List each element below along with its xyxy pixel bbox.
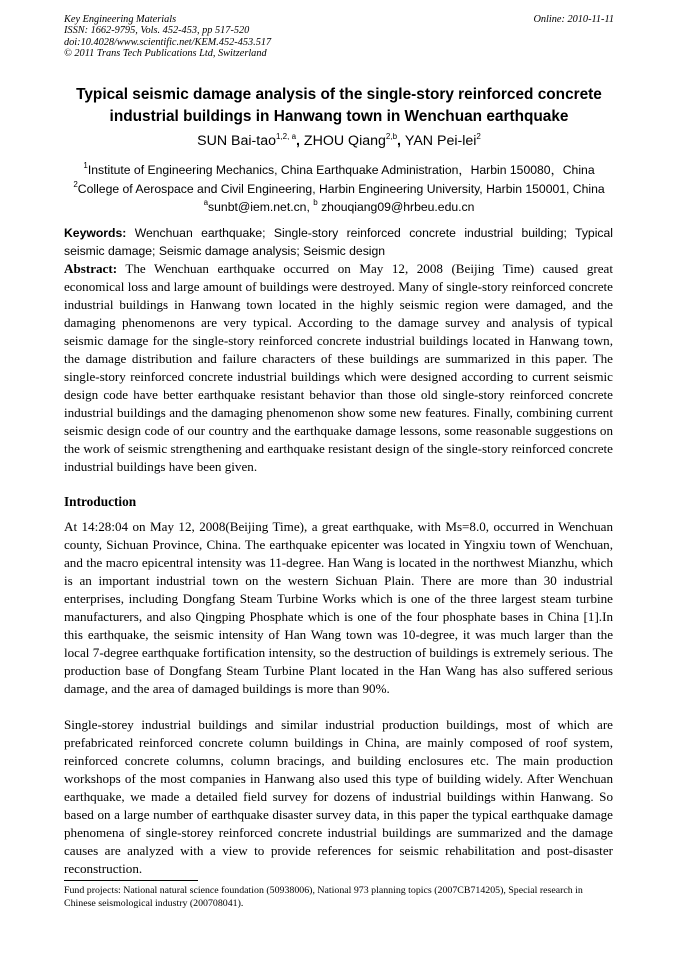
email-link[interactable]: zhouqiang09@hrbeu.edu.cn bbox=[317, 200, 475, 214]
abstract-label: Abstract: bbox=[64, 261, 118, 276]
affiliation-mark: 1 bbox=[83, 161, 88, 170]
email-mark: a bbox=[203, 198, 209, 207]
journal-header bbox=[64, 14, 271, 60]
author-separator: , bbox=[397, 133, 405, 149]
author-affiliation-mark: 1,2, a bbox=[276, 132, 297, 141]
footnote-divider bbox=[64, 880, 198, 881]
affiliation-text: College of Aerospace and Civil Engineering, Harbin Engineering University, Harbin 150001, China bbox=[77, 182, 605, 196]
author-name: SUN Bai-tao bbox=[197, 133, 276, 149]
body-paragraph: At 14:28:04 on May 12, 2008(Beijing Time), a great earthquake, with Ms=8.0, occurred in Wenchuan county, Sichuan Province, China. The earthquake epicenter was located in Yingxiu town of Wenchuan, and the macro epicentral intensity was 11-degree. Han Wang is located in the northwest Mianzhu, which is an important industrial town on the western Sichuan Plain. There are more than 30 industrial enterprises, including Dongfang Steam Turbine Works which is one of the three largest steam turbine manufacturers, and also Qingping Phosphate which is one of the four phosphate bases in China [1].In this earthquake, the seismic intensity of Han Wang town was 10-degree, it was much larger than the local 7-degree earthquake fortification intensity, so the destruction of buildings is extremely serious. The production base of Dongfang Steam Turbine Plant located in the Han Wang has also suffered serious damage, and the area of damaged buildings is more than 90%. bbox=[64, 519, 613, 696]
affiliation-2 bbox=[0, 180, 678, 198]
copyright-line: © 2011 Trans Tech Publications Ltd, Switzerland bbox=[64, 48, 267, 60]
author-separator: , bbox=[296, 133, 304, 149]
online-date: Online: 2010-11-11 bbox=[533, 14, 614, 25]
abstract-section bbox=[64, 260, 613, 476]
footnote: Fund projects: National natural science foundation (50938006), National 973 planning topics (2007CB714205), Special research in Chinese seismological industry (200708041). bbox=[64, 885, 583, 909]
paper-title: Typical seismic damage analysis of the single-story reinforced concrete industrial buildings in Hanwang town in Wenchuan earthquake bbox=[76, 86, 602, 125]
journal-name: Key Engineering Materials bbox=[64, 14, 177, 25]
keywords-label: Keywords: bbox=[64, 226, 127, 240]
abstract-text: The Wenchuan earthquake occurred on May 12, 2008 (Beijing Time) caused great economical loss and large amount of buildings were destroyed. Many of single-story reinforced concrete industrial buildings in Hanwang town located in the highly seismic region were damaged, and the damaging phenomenons are very typical. According to the damage survey and analysis of typical seismic damage for the single-story reinforced concrete industrial buildings located in Hanwang town, the damage distribution and failure characters of these buildings are summarized in this paper. The single-story reinforced concrete industrial buildings which were designed according to current seismic design code have better earthquake resistant behavior than those old single-story reinforced concrete industrial buildings and the damaging phenomenon show some new features. Finally, combining current seismic design code of our country and the earthquake damage lessons, some reasonable suggestions on the work of seismic strengthening and earthquake resistant design of the single-story reinforced concrete industrial buildings have been given. bbox=[64, 261, 613, 474]
email-link[interactable]: sunbt@iem.net.cn, bbox=[208, 200, 314, 214]
author-name: ZHOU Qiang bbox=[303, 133, 386, 149]
doi-line: doi:10.4028/www.scientific.net/KEM.452-453.517 bbox=[64, 36, 272, 48]
author-affiliation-mark: 2 bbox=[476, 132, 481, 141]
keywords-text: Wenchuan earthquake; Single-story reinforced concrete industrial building; Typical seismic damage; Seismic damage analysis; Seismic design bbox=[64, 226, 613, 258]
keywords-section bbox=[64, 224, 613, 260]
body-paragraph: Single-storey industrial buildings and similar industrial production buildings, most of which are prefabricated reinforced concrete column buildings in China, are mainly composed of roof system, reinforced concrete columns, column bracings, and building enclosures etc. The main production workshops of the most companies in Hanwang also used this type of building widely. After Wenchuan earthquake, we made a detailed field survey for dozens of industrial buildings within Hanwang. So based on a large number of earthquake disaster survey data, in this paper the typical earthquake damage phenomena of single-storey reinforced concrete industrial buildings are summarized and the damage causes are analyzed with a view to provide references for seismic rehabilitation and post-disaster reconstruction. bbox=[64, 717, 613, 876]
author-emails bbox=[0, 198, 678, 216]
author-list bbox=[0, 132, 678, 150]
section-heading: Introduction bbox=[64, 494, 137, 509]
affiliation-text: Institute of Engineering Mechanics, China Earthquake Administration，Harbin 150080，China bbox=[87, 163, 595, 177]
affiliation-mark: 2 bbox=[73, 180, 78, 189]
affiliation-1 bbox=[0, 161, 678, 179]
author-affiliation-mark: 2,b bbox=[385, 132, 398, 141]
issn-line: ISSN: 1662-9795, Vols. 452-453, pp 517-520 bbox=[64, 25, 250, 37]
author-name: YAN Pei-lei bbox=[404, 133, 477, 149]
email-mark: b bbox=[313, 198, 318, 207]
